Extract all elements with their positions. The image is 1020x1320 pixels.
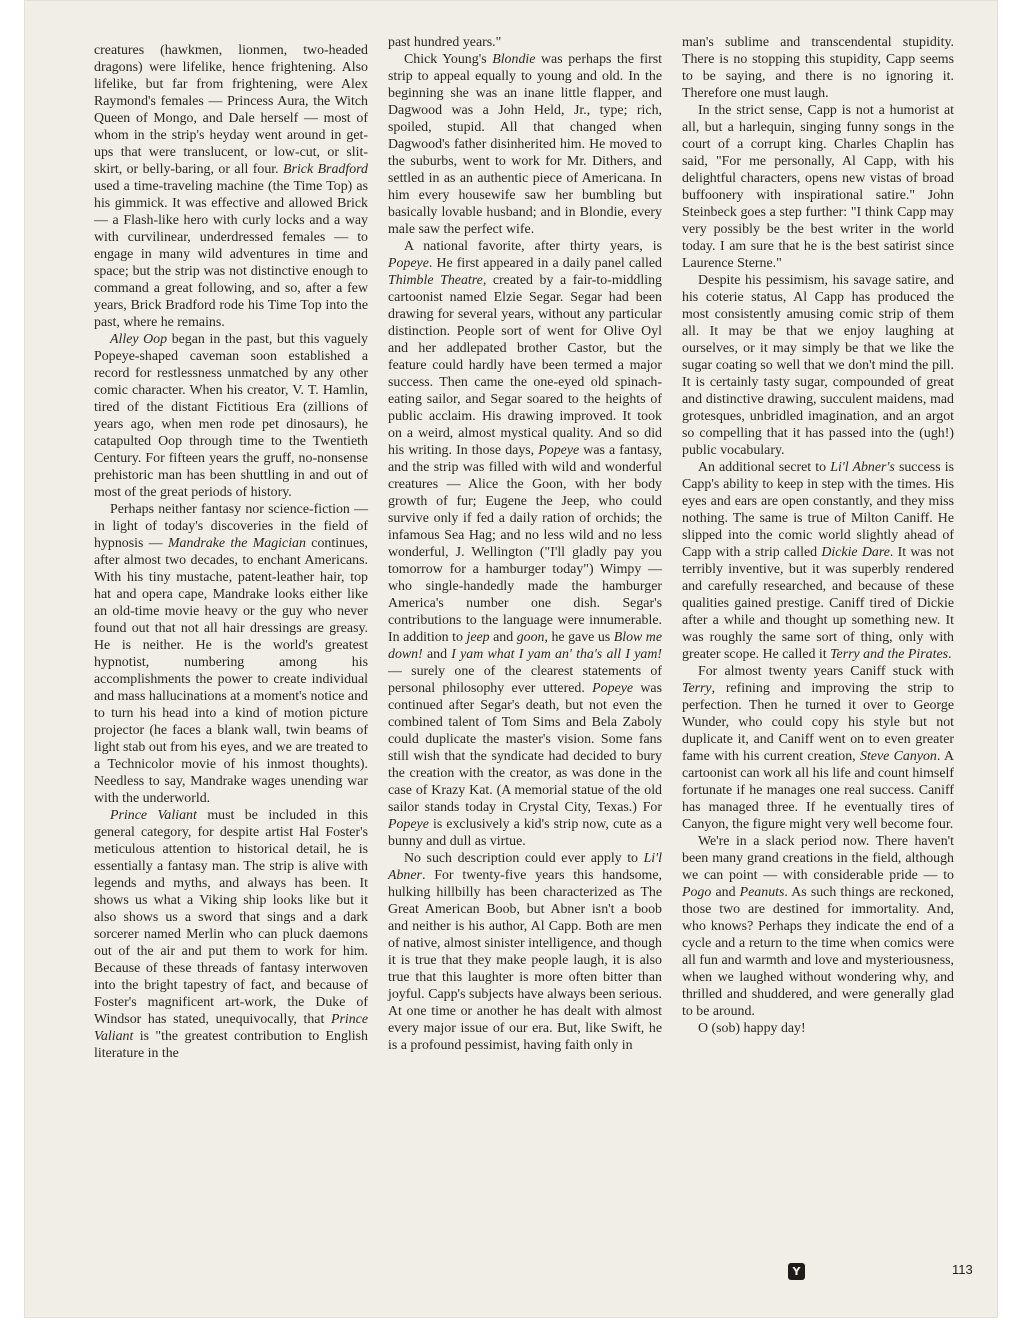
italic-title: Mandrake the Magician <box>167 536 306 551</box>
italic-title: jeep <box>466 630 490 645</box>
italic-title: Prince Valiant <box>94 1012 368 1044</box>
paragraph: O (sob) happy day! <box>698 1021 806 1036</box>
italic-title: Popeye <box>538 443 580 458</box>
paragraph: An additional secret to Li'l Abner's success is Capp's ability to keep in step with the times. His eyes and ears are open constantly, and they miss nothing. The same is true of Milton Caniff. He slipped into the comic world slightly ahead of Capp with a strip called Dickie Dare. It was not terribly inventive, but it was superbly rendered and carefully researched, and because of these qualities gained prestige. Caniff tired of Dickie after a while and thought up something new. It was roughly the same sort of thing, only with greater scope. He called it Terry and the Pirates. <box>682 460 954 662</box>
paragraph: In the strict sense, Capp is not a humorist at all, but a harlequin, singing funny songs in the court of a corrupt king. Charles Chaplin has said, "For me personally, Al Capp, with his delightful characters, opens new vistas of broad buffoonery with inspirational satire." John Steinbeck goes a step further: "I think Capp may very possibly be the best writer in the world today. I am sure that he is the best satirist since Laurence Sterne." <box>682 103 954 271</box>
paragraph: No such description could ever apply to Li'l Abner. For twenty-five years this handsome, hulking hillbilly has been characterized as The Great American Boob, but Abner isn't a boob and neither is his author, Al Capp. Both are men of native, almost sinister intelligence, and though it is true that they make people laugh, it is also true that this laughter is more often bitter than joyful. Capp's subjects have always been serious. At one time or another he has dealt with almost every major issue of our era. But, like Swift, he is a profound pessimist, having faith only in <box>388 851 662 1053</box>
italic-title: Terry <box>682 681 712 696</box>
italic-title: I yam what I yam an' tha's all I yam! <box>451 647 662 662</box>
paragraph: Prince Valiant must be included in this general category, for despite artist Hal Foster's meticulous attention to historical detail, he is essentially a fantasy man. The strip is alive with legends and myths, and always has been. It shows us what a Viking ship looks like but it also shows us a sword that sings and a dark sorcerer named Merlin who can pluck daemons out of the air and put them to work for him. Because of these threads of fantasy interwoven into the bright tapestry of fact, and because of Foster's magnificent art-work, the Duke of Windsor has stated, unequivocally, that Prince Valiant is "the greatest contribution to English literature in the <box>94 808 369 1061</box>
italic-title: Terry and the Pirates <box>830 647 949 662</box>
italic-title: Dickie Dare <box>821 545 890 560</box>
paragraph: man's sublime and transcendental stupidity. There is no stopping this stupidity, Capp seems to be saying, and there is no ignoring it. Therefore one must laugh. <box>682 35 954 101</box>
italic-title: Thimble Theatre <box>388 273 483 288</box>
italic-title: Pogo <box>682 885 712 900</box>
paragraph: A national favorite, after thirty years, is Popeye. He first appeared in a daily panel called Thimble Theatre, created by a fair-to-middling cartoonist named Elzie Segar. Segar had been drawing for several years, without any particular distinction. People sort of went for Olive Oyl and her addlepated brother Castor, but the feature could hardly have been termed a major success. Then came the one-eyed old spinach-eating sailor, and Segar soared to the heights of public acclaim. His drawing improved. It took on a weird, almost mystical quality. And so did his writing. In those days, Popeye was a fantasy, and the strip was filled with wild and wonderful creatures — Alice the Goon, with her body growth of fur; Eugene the Jeep, who could survive only if fed a daily ration of orchids; the infamous Sea Hag; and no less wild and no less wonderful, J. Wellington ("I'll gladly pay you tomorrow for a hamburger today") Wimpy — who single-handedly made the hamburger America's number one dish. Segar's contributions to the language were innumerable. In addition to jeep and goon, he gave us Blow me down! and I yam what I yam an' tha's all I yam! — surely one of the clearest statements of personal philosophy ever uttered. Popeye was continued after Segar's death, but not even the combined talent of Tom Sims and Bela Zaboly could duplicate the master's vision. Some fans still wish that the syndicate had decided to bury the creation with the creator, as was done in the case of Krazy Kat. (A memorial statue of the old sailor stands today in Crystal City, Texas.) For Popeye is exclusively a kid's strip now, cute as a bunny and dull as virtue. <box>388 239 662 849</box>
paragraph: For almost twenty years Caniff stuck with Terry, refining and improving the strip to perfection. Then he turned it over to George Wunder, who could copy his style but not duplicate it, and Caniff went on to even greater fame with his current creation, Steve Canyon. A cartoonist can work all his life and count himself fortunate if he manages one real success. Caniff has managed three. If he eventually tires of Canyon, the figure might very well become four. <box>682 664 954 832</box>
paragraph: Perhaps neither fantasy nor science-fiction — in light of today's discoveries in the field of hypnosis — Mandrake the Magician continues, after almost two decades, to enchant Americans. With his tiny mustache, patent-leather hair, top hat and opera cape, Mandrake looks either like an old-time movie heavy or the guy who never found out that not all hair dressings are greasy. He is neither. He is the world's greatest hypnotist, numbering among his accomplishments the power to create individual and mass hallucinations at a moment's notice and to turn his head into a kind of motion picture projector (he faces a blank wall, twin beams of light stab out from his eyes, and we are treated to a Technicolor movie of his inmost thoughts). Needless to say, Mandrake wages unending war with the underworld. <box>94 502 369 806</box>
italic-title: Popeye <box>388 817 429 832</box>
italic-title: Blow me down! <box>388 630 662 662</box>
text-column-2 <box>388 34 662 1054</box>
paragraph: past hundred years." <box>388 35 502 50</box>
paragraph: Chick Young's Blondie was perhaps the first strip to appeal equally to young and old. In the beginning she was an inane little flapper, and Dagwood was a John Held, Jr., type; rich, spoiled, stupid. All that changed when Dagwood's father disinherited him. He moved to the suburbs, went to work for Mr. Dithers, and settled in as an authentic piece of Americana. In him every housewife saw her bumbling but basically lovable husband; and in Blondie, every male saw the perfect wife. <box>388 52 662 237</box>
italic-title: Prince Valiant <box>110 808 197 823</box>
italic-title: Li'l Abner's <box>830 460 895 475</box>
paragraph: Despite his pessimism, his savage satire, and his coterie status, Al Capp has produced the most consistently amusing comic strip of them all. It may be that we enjoy laughing at ourselves, or it may simply be that we like the sugar coating so well that we don't mind the pill. It is certainly tasty sugar, compounded of great and distinctive drawing, succulent maidens, mad grotesques, unbridled imagination, and an argot so compelling that it has passed into the (ugh!) public vocabulary. <box>682 273 954 458</box>
italic-title: Popeye <box>592 681 634 696</box>
paragraph: We're in a slack period now. There haven't been many grand creations in the field, although we can point — with considerable pride — to Pogo and Peanuts. As such things are reckoned, those two are destined for immortality. And, who knows? Perhaps they indicate the end of a cycle and a return to the time when comics were all fun and warmth and love and mysteriousness, when we laughed without wondering why, and thrilled and shuddered, and were generally glad to be around. <box>682 834 954 1019</box>
italic-title: Steve Canyon <box>860 749 937 764</box>
italic-title: Blondie <box>492 52 536 67</box>
page-number: 113 <box>952 1262 973 1277</box>
rabbit-head-logo-icon: Y <box>788 1263 805 1280</box>
italic-title: Popeye <box>388 256 429 271</box>
paragraph: creatures (hawkmen, lionmen, two-headed dragons) were lifelike, hence frightening. Also lifelike, but far from frightening, were Alex Raymond's females — Princess Aura, the Witch Queen of Mongo, and Dale herself — most of whom in the strip's heyday went around in get-ups that were translucent, or low-cut, or slit-skirt, or belly-baring, or all four. Brick Bradford used a time-traveling machine (the Time Top) as his gimmick. It was effective and allowed Brick — a Flash-like hero with curly locks and a way with curvilinear, underdressed females — to engage in many wild adventures in time and space; but the strip was not distinctive enough to command a great following, and so, after a few years, Brick Bradford rode his Time Top into the past, where he remains. <box>94 43 368 330</box>
italic-title: Peanuts <box>739 885 785 900</box>
italic-title: Alley Oop <box>110 332 168 347</box>
magazine-page <box>24 0 998 1318</box>
text-column-3 <box>682 34 954 1037</box>
italic-title: Brick Bradford <box>283 162 368 177</box>
italic-title: Li'l Abner <box>388 851 662 883</box>
italic-title: goon <box>516 630 545 645</box>
paragraph: Alley Oop began in the past, but this vaguely Popeye-shaped caveman soon established a record for restlessness unmatched by any other comic character. When his creator, V. T. Hamlin, tired of the distant Fictitious Era (zillions of years ago, when men rode pet dinosaurs), he catapulted Oop through time to the Twentieth Century. For fifteen years the gruff, no-nonsense prehistoric man has been shuttling in and out of most of the great periods of history. <box>94 332 368 500</box>
text-column-1 <box>94 42 368 1062</box>
